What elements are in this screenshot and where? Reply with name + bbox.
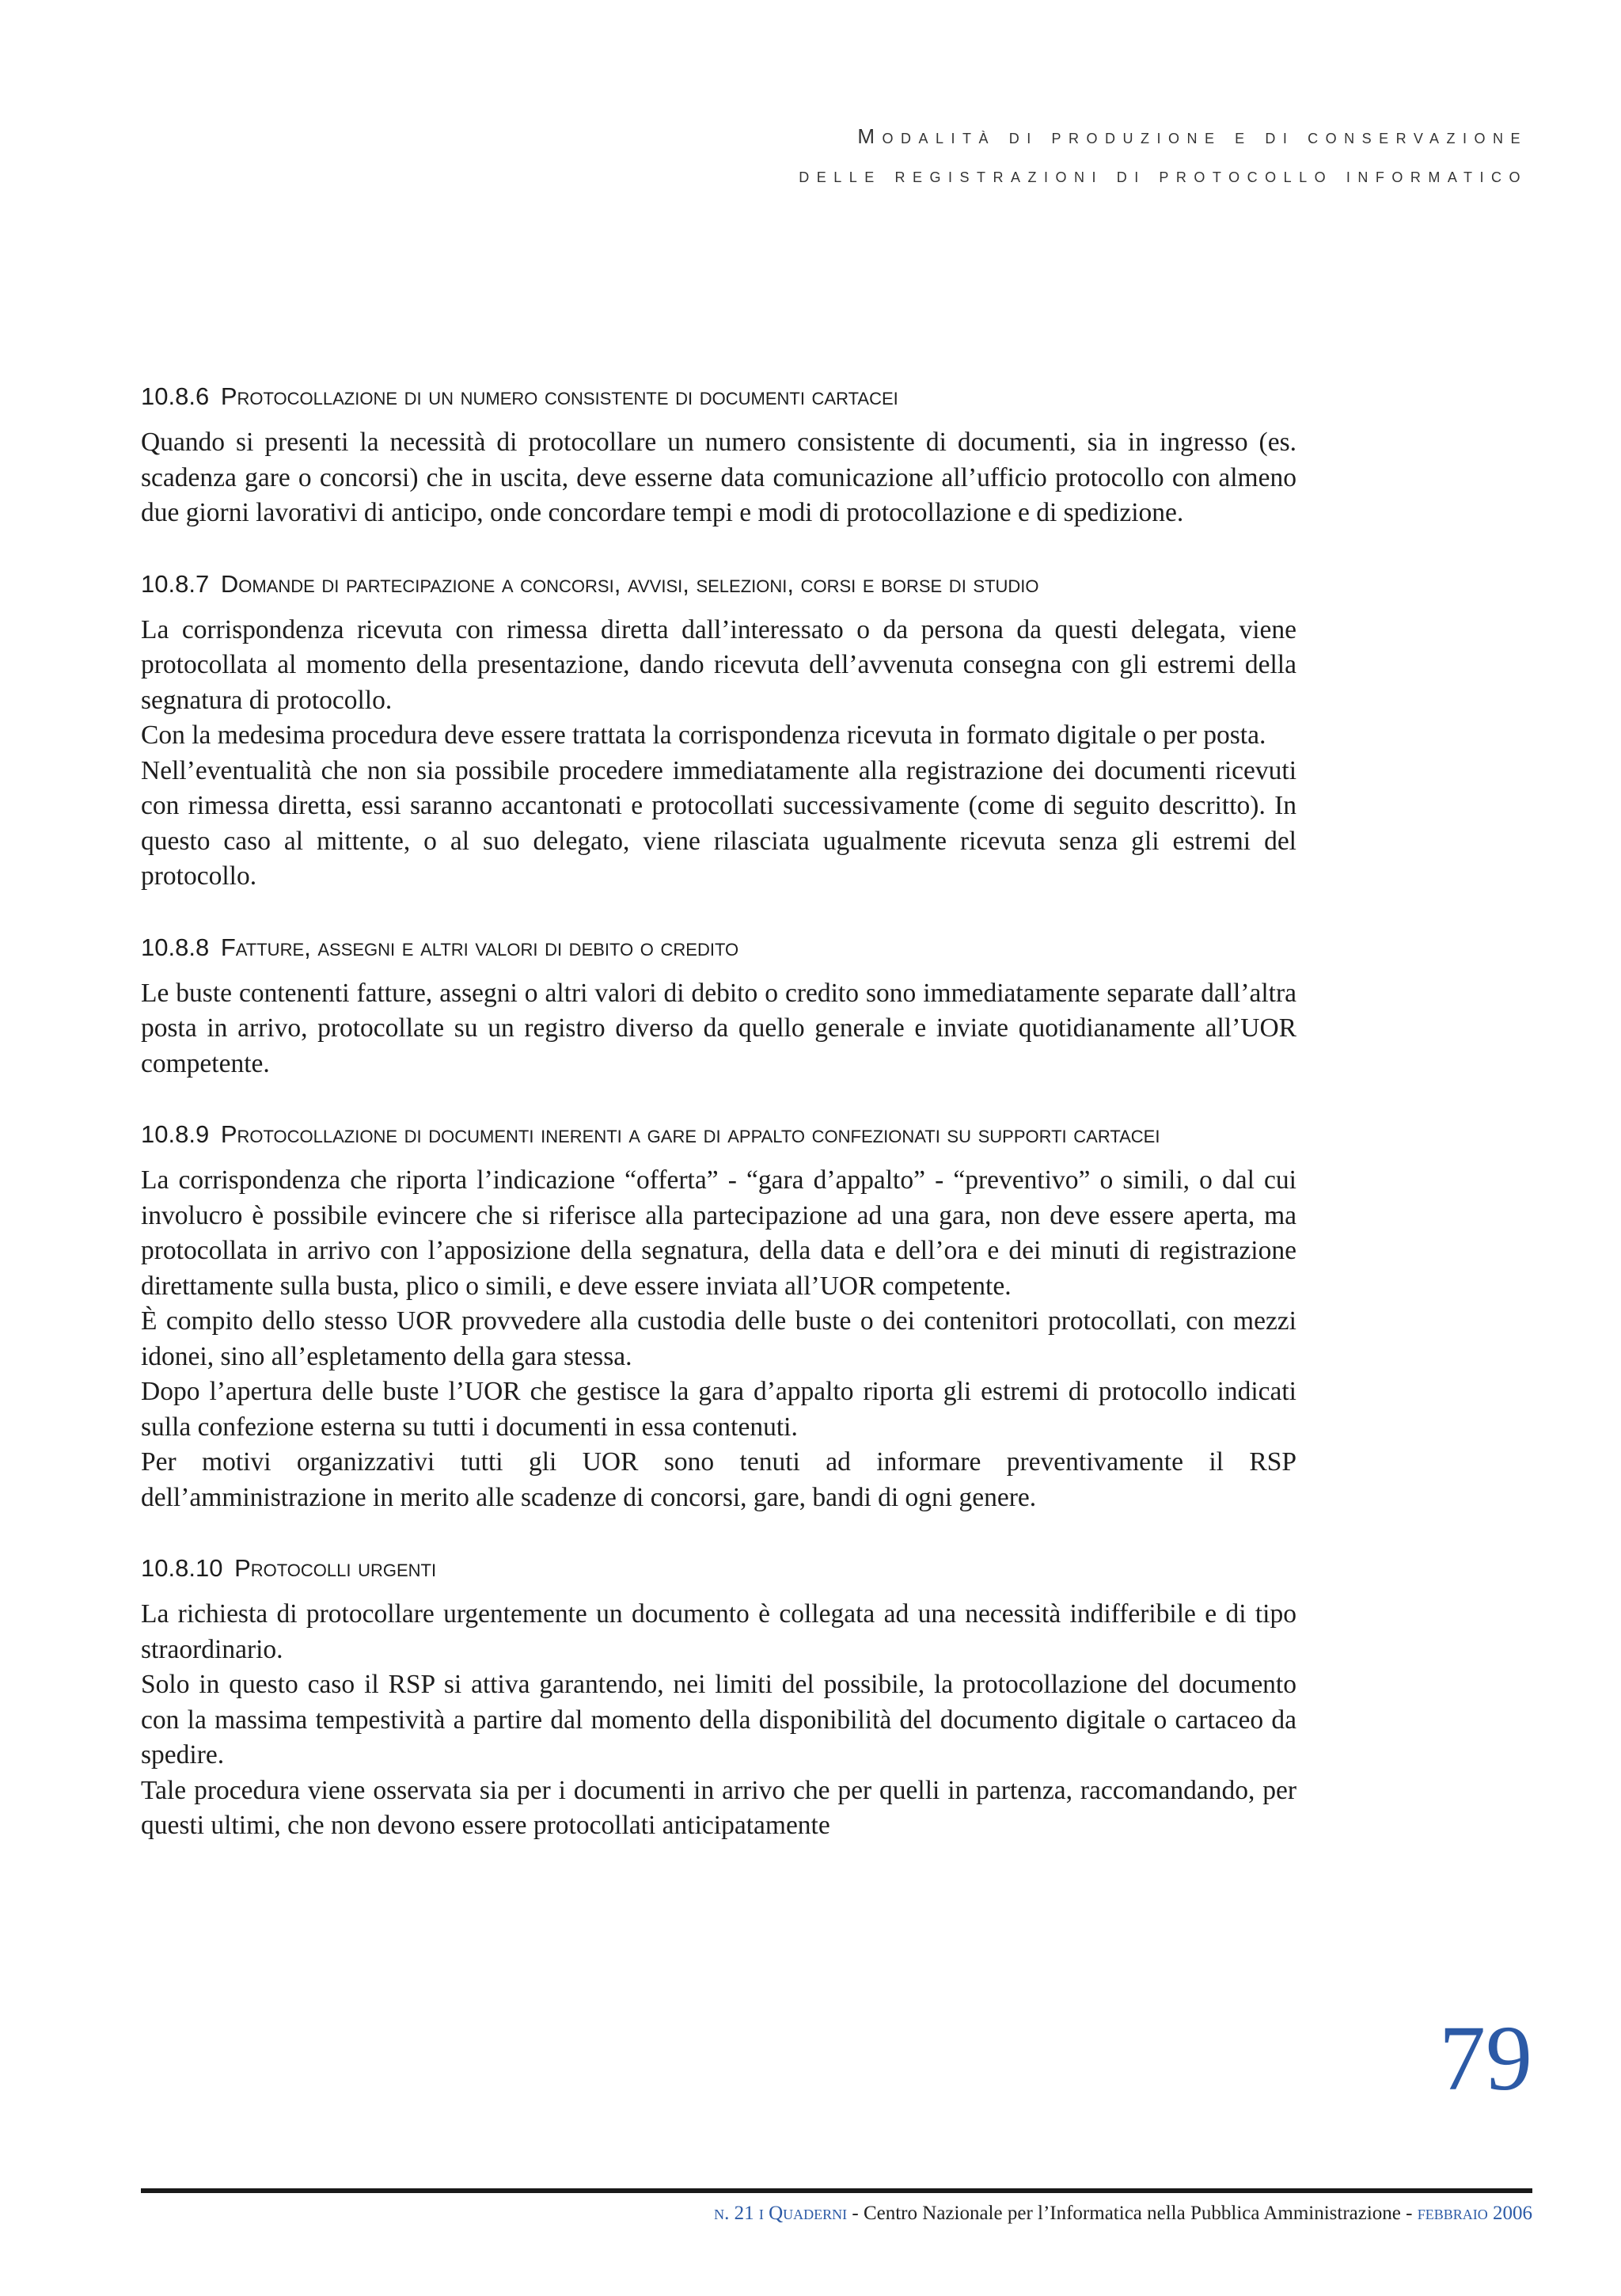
section-heading: [141, 929, 1296, 966]
section-heading: [141, 1116, 1296, 1153]
section-title: Protocolli urgenti: [234, 1554, 437, 1582]
section-heading: [141, 378, 1296, 415]
footer-separator: -: [847, 2203, 864, 2224]
section-10-8-10: [141, 1550, 1296, 1844]
paragraph: La corrispondenza ricevuta con rimessa diretta dall’interessato o da persona da questi delegata, viene protocollata al momento della presentazione, dando ricevuta dell’avvenuta consegna con gli estremi della segnatura di protocollo.: [141, 614, 1296, 715]
paragraph: La corrispondenza che riporta l’indicazione “offerta” - “gara d’appalto” - “preventivo” o simili, o dal cui involucro è possibile evincere che si riferisce alla partecipazione ad una gara, non deve essere aperta, ma protocollata in arrivo con l’apposizione della segnatura, della data e dell’ora e dei minuti di registrazione direttamente sulla busta, plico o simili, e deve essere inviata all’UOR competente.: [141, 1165, 1296, 1301]
paragraph: La richiesta di protocollare urgentemente un documento è collegata ad una necessità indifferibile e di tipo straordinario.: [141, 1599, 1296, 1664]
paragraph: Solo in questo caso il RSP si attiva garantendo, nei limiti del possibile, la protocollazione del documento con la massima tempestività a partire dal momento della disponibilità del documento digitale o cartaceo da spedire.: [141, 1670, 1296, 1770]
section-10-8-8: [141, 929, 1296, 1082]
running-header: [799, 117, 1528, 195]
section-number: 10.8.6: [141, 382, 210, 410]
section-heading: [141, 566, 1296, 603]
header-line-2: delle registrazioni di protocollo informatico: [799, 163, 1528, 187]
footer: [714, 2203, 1532, 2225]
footer-publisher: Centro Nazionale per l’Informatica nella Pubblica Amministrazione: [863, 2203, 1401, 2224]
paragraph: Nell’eventualità che non sia possibile procedere immediatamente alla registrazione dei documenti ricevuti con rimessa diretta, essi saranno accantonati e protocollati successivamente (come di seguito descritto). In questo caso al mittente, o al suo delegato, viene rilasciata ugualmente ricevuta senza gli estremi del protocollo.: [141, 755, 1296, 891]
paragraph: È compito dello stesso UOR provvedere alla custodia delle buste o dei contenitori protocollati, con mezzi idonei, sino all’espletamento della gara stessa.: [141, 1306, 1296, 1371]
footer-date: febbraio 2006: [1417, 2203, 1532, 2224]
section-heading: [141, 1550, 1296, 1587]
paragraph: Quando si presenti la necessità di protocollare un numero consistente di documenti, sia in ingresso (es. scadenza gare o concorsi) che in uscita, deve esserne data comunicazione all’ufficio protocollo con almeno due giorni lavorativi di anticipo, onde concordare tempi e modi di protocollazione e di spedizione.: [141, 428, 1296, 527]
section-number: 10.8.10: [141, 1554, 223, 1582]
section-10-8-7: [141, 566, 1296, 895]
section-number: 10.8.9: [141, 1120, 210, 1148]
footer-rule: [141, 2188, 1532, 2193]
section-title: Protocollazione di un numero consistente di documenti cartacei: [220, 382, 898, 410]
section-title: Fatture, assegni e altri valori di debito o credito: [220, 933, 739, 961]
section-10-8-9: [141, 1116, 1296, 1515]
paragraph: Tale procedura viene osservata sia per i documenti in arrivo che per quelli in partenza, raccomandando, per questi ultimi, che non devono essere protocollati anticipatamente: [141, 1775, 1296, 1840]
section-title: Protocollazione di documenti inerenti a gare di appalto confezionati su supporti cartacei: [220, 1120, 1160, 1148]
section-number: 10.8.8: [141, 933, 210, 961]
section-10-8-6: [141, 378, 1296, 531]
paragraph: Per motivi organizzativi tutti gli UOR sono tenuti ad informare preventivamente il RSP dell’amministrazione in merito alle scadenze di concorsi, gare, bandi di ogni genere.: [141, 1447, 1296, 1512]
section-title: Domande di partecipazione a concorsi, avvisi, selezioni, corsi e borse di studio: [220, 569, 1039, 598]
page-content: [141, 378, 1296, 1879]
header-line-1: Modalità di produzione e di conservazione: [857, 124, 1528, 148]
paragraph: Le buste contenenti fatture, assegni o altri valori di debito o credito sono immediatamente separate dall’altra posta in arrivo, protocollate su un registro diverso da quello generale e inviate quotidianamente all’UOR competente.: [141, 978, 1296, 1078]
paragraph: Dopo l’apertura delle buste l’UOR che gestisce la gara d’appalto riporta gli estremi di protocollo indicati sulla confezione esterna su tutti i documenti in essa contenuti.: [141, 1377, 1296, 1442]
section-number: 10.8.7: [141, 569, 210, 598]
footer-separator: -: [1400, 2203, 1418, 2224]
paragraph: Con la medesima procedura deve essere trattata la corrispondenza ricevuta in formato digitale o per posta.: [141, 720, 1266, 750]
footer-issue: n. 21 i Quaderni: [714, 2203, 848, 2224]
page-number: 79: [1439, 2006, 1532, 2110]
